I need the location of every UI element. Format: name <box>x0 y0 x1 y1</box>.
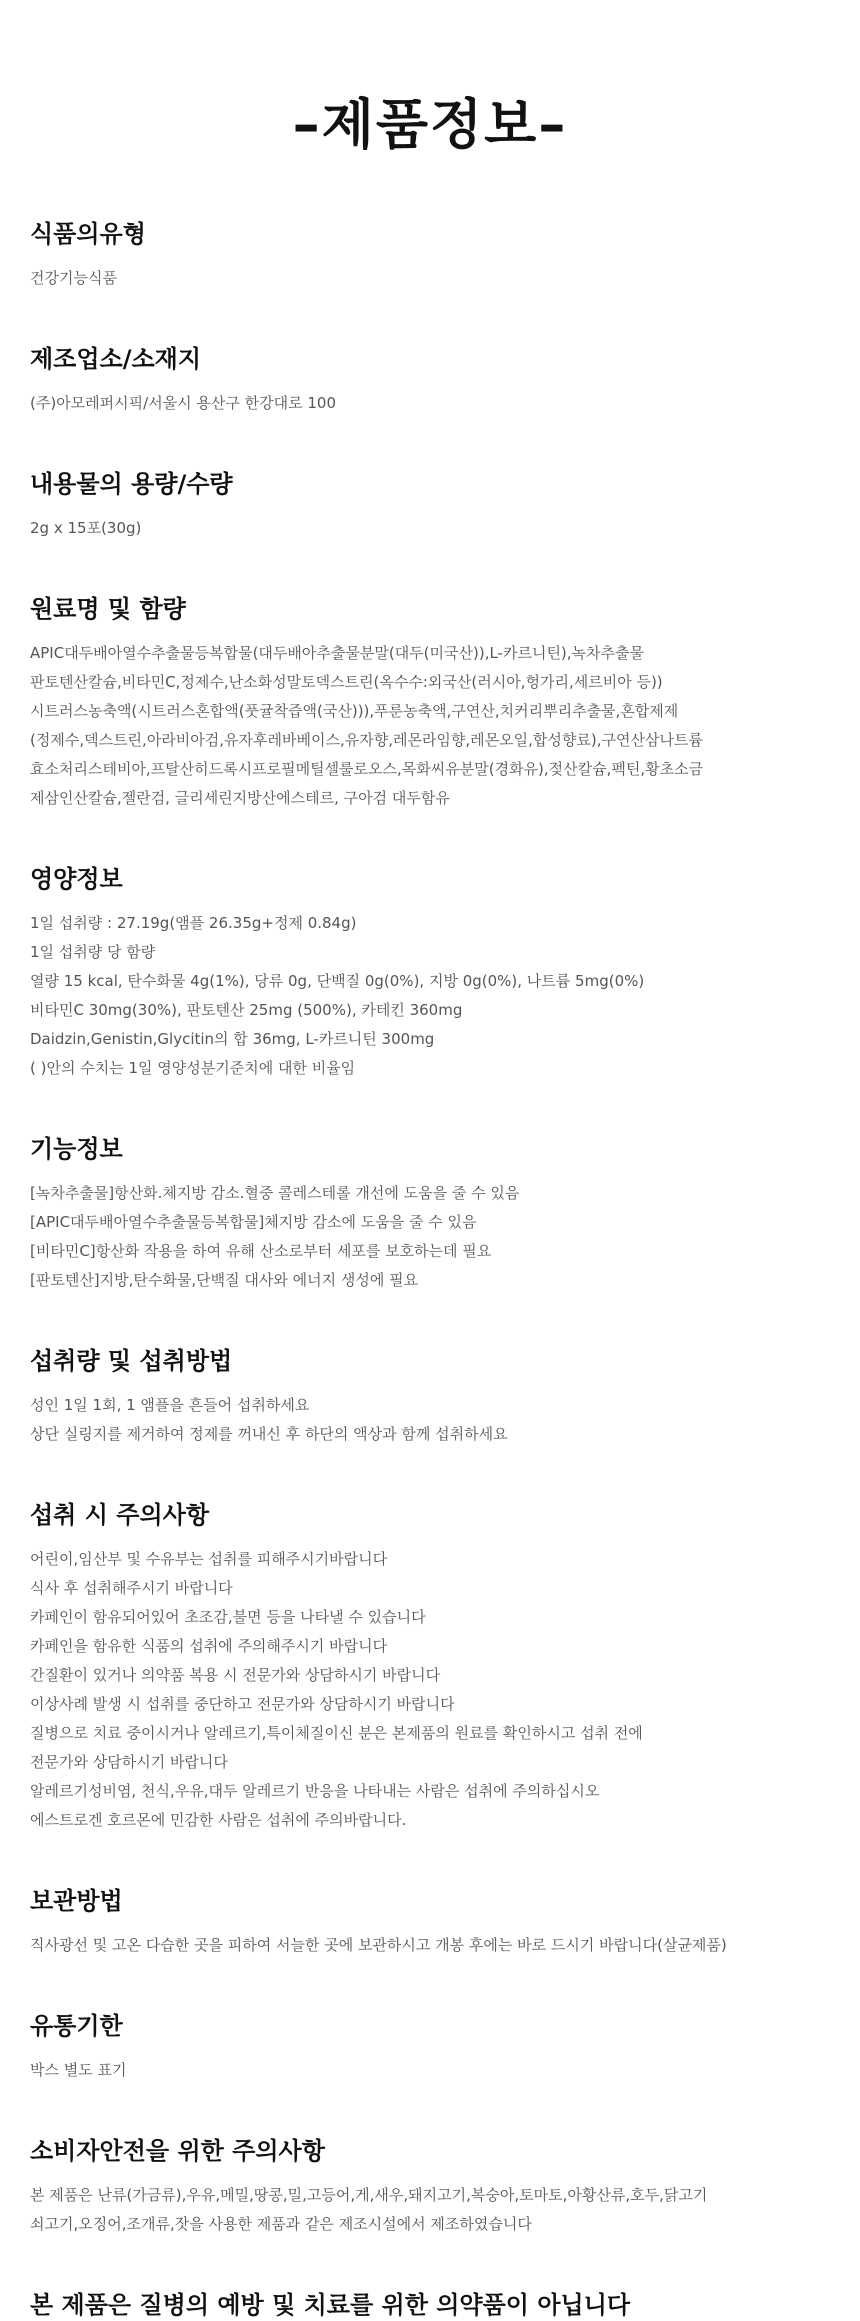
info-section <box>30 2135 830 2239</box>
section-line: [비타민C]항산화 작용을 하여 유해 산소로부터 세포를 보호하는데 필요 <box>30 1242 492 1260</box>
info-section <box>30 2010 830 2085</box>
section-line: 식사 후 섭취해주시기 바랍니다 <box>30 1579 233 1597</box>
section-line: 비타민C 30mg(30%), 판토텐산 25mg (500%), 카테킨 360mg <box>30 1001 463 1019</box>
info-section <box>30 343 830 418</box>
section-line: 직사광선 및 고온 다습한 곳을 피하여 서늘한 곳에 보관하시고 개봉 후에는 바로 드시기 바랍니다(살균제품) <box>30 1936 727 1954</box>
section-line: [판토텐산]지방,탄수화물,단백질 대사와 에너지 생성에 필요 <box>30 1271 419 1289</box>
section-line: 질병으로 치료 중이시거나 알레르기,특이체질이신 분은 본제품의 원료를 확인하시고 섭취 전에 <box>30 1724 643 1742</box>
info-section <box>30 218 830 293</box>
info-sections <box>30 218 830 2239</box>
section-line: [APIC대두배아열수추출물등복합물]체지방 감소에 도움을 줄 수 있음 <box>30 1213 477 1231</box>
section-line: 2g x 15포(30g) <box>30 519 142 537</box>
section-line: ( )안의 수치는 1일 영양성분기준치에 대한 비율임 <box>30 1059 356 1077</box>
section-line: Daidzin,Genistin,Glycitin의 합 36mg, L-카르니틴 300mg <box>30 1030 435 1048</box>
section-line: 시트러스농축액(시트러스혼합액(풋귤착즙액(국산))),푸룬농축액,구연산,치커리뿌리추출물,혼합제제 <box>30 702 679 720</box>
section-heading: 식품의유형 <box>30 220 146 248</box>
section-line: 전문가와 상담하시기 바랍니다 <box>30 1753 228 1771</box>
info-section <box>30 1345 830 1449</box>
section-heading: 내용물의 용량/수량 <box>30 470 233 498</box>
section-line: 열량 15 kcal, 탄수화물 4g(1%), 당류 0g, 단백질 0g(0%), 지방 0g(0%), 나트륨 5mg(0%) <box>30 972 645 990</box>
section-line: [녹차추출물]항산화.체지방 감소.혈중 콜레스테롤 개선에 도움을 줄 수 있음 <box>30 1184 520 1202</box>
section-line: 1일 섭취량 : 27.19g(앰플 26.35g+정제 0.84g) <box>30 914 357 932</box>
section-line: 판토텐산칼슘,비타민C,정제수,난소화성말토덱스트린(옥수수:외국산(러시아,헝가리,세르비아 등)) <box>30 673 663 691</box>
section-line: 카페인을 함유한 식품의 섭취에 주의해주시기 바랍니다 <box>30 1637 388 1655</box>
section-line: 알레르기성비염, 천식,우유,대두 알레르기 반응을 나타내는 사람은 섭취에 주의하십시오 <box>30 1782 600 1800</box>
page-title: –제품정보– <box>292 93 568 156</box>
section-line: 쇠고기,오징어,조개류,잣을 사용한 제품과 같은 제조시설에서 제조하였습니다 <box>30 2215 532 2233</box>
section-heading: 소비자안전을 위한 주의사항 <box>30 2137 325 2165</box>
info-section <box>30 1133 830 1295</box>
section-line: 카페인이 함유되어있어 초조감,불면 등을 나타낼 수 있습니다 <box>30 1608 426 1626</box>
section-line: 효소처리스테비아,프탈산히드록시프로필메틸셀룰로오스,목화씨유분말(경화유),젖산칼슘,펙틴,황초소금 <box>30 760 704 778</box>
disclaimer: 본 제품은 질병의 예방 및 치료를 위한 의약품이 아닙니다 <box>30 2291 631 2319</box>
section-line: 이상사례 발생 시 섭취를 중단하고 전문가와 상담하시기 바랍니다 <box>30 1695 455 1713</box>
info-section <box>30 1885 830 1960</box>
info-section <box>30 593 830 813</box>
section-line: 1일 섭취량 당 함량 <box>30 943 156 961</box>
section-heading: 유통기한 <box>30 2012 123 2040</box>
section-line: 어린이,임산부 및 수유부는 섭취를 피해주시기바랍니다 <box>30 1550 388 1568</box>
section-line: 에스트로겐 호르몬에 민감한 사람은 섭취에 주의바랍니다. <box>30 1811 407 1829</box>
section-heading: 섭취량 및 섭취방법 <box>30 1347 233 1375</box>
section-line: 건강기능식품 <box>30 269 117 287</box>
info-section <box>30 468 830 543</box>
section-heading: 기능정보 <box>30 1135 123 1163</box>
section-heading: 보관방법 <box>30 1887 123 1915</box>
info-section <box>30 863 830 1083</box>
section-line: 제삼인산칼슘,젤란검, 글리세린지방산에스테르, 구아검 대두함유 <box>30 789 450 807</box>
section-heading: 섭취 시 주의사항 <box>30 1501 209 1529</box>
section-heading: 제조업소/소재지 <box>30 345 202 373</box>
section-heading: 영양정보 <box>30 865 123 893</box>
section-line: 간질환이 있거나 의약품 복용 시 전문가와 상담하시기 바랍니다 <box>30 1666 441 1684</box>
section-line: 성인 1일 1회, 1 앰플을 흔들어 섭취하세요 <box>30 1396 310 1414</box>
section-line: 상단 실링지를 제거하여 정제를 꺼내신 후 하단의 액상과 함께 섭취하세요 <box>30 1425 508 1443</box>
section-line: (정제수,덱스트린,아라비아검,유자후레바베이스,유자향,레몬라임향,레몬오일,합성향료),구연산삼나트륨 <box>30 731 703 749</box>
section-line: (주)아모레퍼시픽/서울시 용산구 한강대로 100 <box>30 394 337 412</box>
section-line: 박스 별도 표기 <box>30 2061 127 2079</box>
section-heading: 원료명 및 함량 <box>30 595 186 623</box>
info-section <box>30 1499 830 1835</box>
section-line: APIC대두배아열수추출물등복합물(대두배아추출물분말(대두(미국산)),L-카르니틴),녹차추출물 <box>30 644 645 662</box>
section-line: 본 제품은 난류(가금류),우유,메밀,땅콩,밀,고등어,게,새우,돼지고기,복숭아,토마토,아황산류,호두,닭고기 <box>30 2186 708 2204</box>
